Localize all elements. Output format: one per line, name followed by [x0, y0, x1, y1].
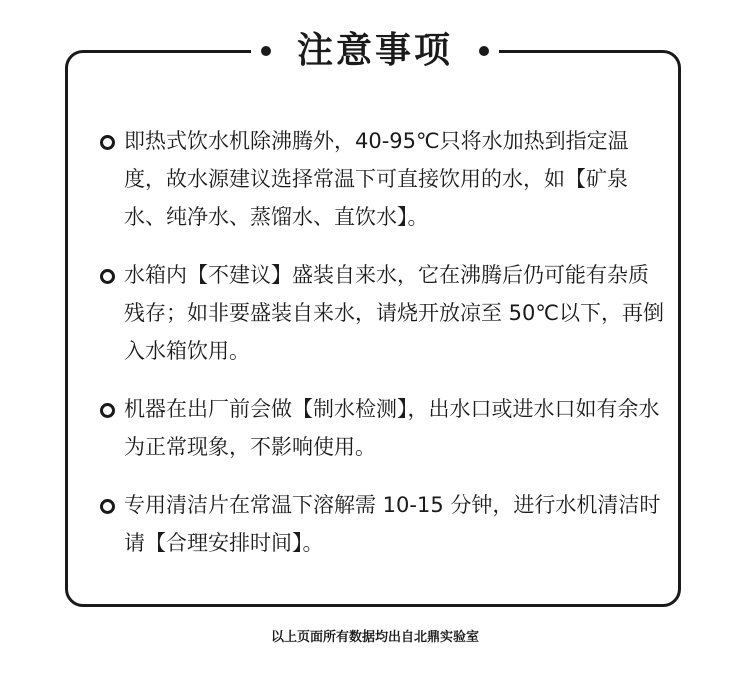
notice-item-2 [98, 256, 666, 370]
notice-list [98, 122, 666, 562]
ring-bullet-icon [100, 135, 115, 150]
ring-bullet-icon [100, 499, 115, 514]
title-bar [0, 28, 750, 74]
title-dot-left-icon [261, 46, 271, 56]
notice-text: 水箱内【不建议】盛装自来水，它在沸腾后仍可能有杂质残存；如非要盛装自来水，请烧开放凉至 50℃以下，再倒入水箱饮用。 [124, 263, 664, 363]
ring-bullet-icon [100, 269, 115, 284]
title-band [251, 28, 499, 74]
notice-text: 机器在出厂前会做【制水检测】，出水口或进水口如有余水为正常现象，不影响使用。 [124, 397, 660, 459]
notice-item-3 [98, 390, 666, 466]
notice-text: 即热式饮水机除沸腾外，40-95℃只将水加热到指定温度，故水源建议选择常温下可直接饮用的水，如【矿泉水、纯净水、蒸馏水、直饮水】。 [124, 129, 629, 229]
notice-item-1 [98, 122, 666, 236]
notice-text: 专用清洁片在常温下溶解需 10-15 分钟，进行水机清洁时请【合理安排时间】。 [124, 493, 661, 555]
ring-bullet-icon [100, 403, 115, 418]
title-dot-right-icon [479, 46, 489, 56]
footer-note: 以上页面所有数据均出自北鼎实验室 [270, 630, 479, 645]
page-title: 注意事项 [296, 30, 453, 71]
notice-item-4 [98, 486, 666, 562]
